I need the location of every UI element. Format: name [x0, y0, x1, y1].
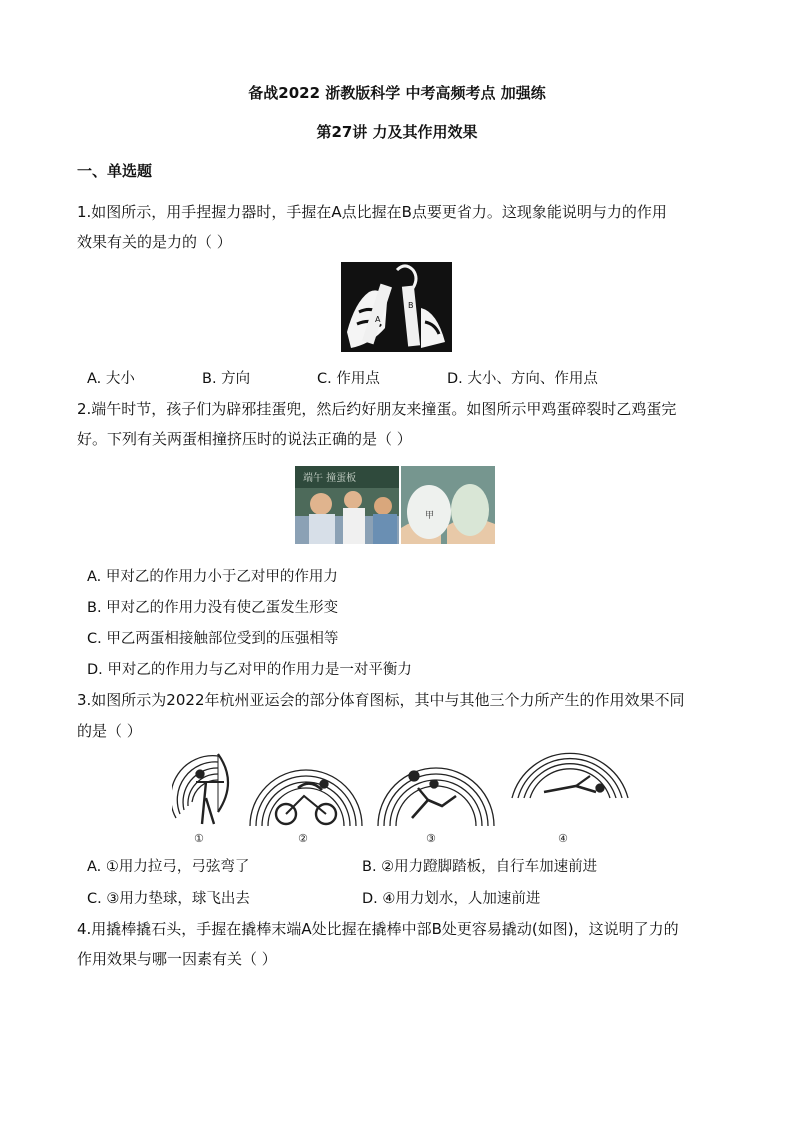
swimming-pictogram	[512, 753, 628, 798]
pictogram-label-3: ③	[426, 832, 436, 845]
egg-label: 甲	[425, 511, 435, 521]
q1-option-b: B. 方向	[202, 371, 251, 387]
q2-option-a: A. 甲对乙的作用力小于乙对甲的作用力	[87, 569, 338, 585]
section-heading: 一、单选题	[77, 162, 153, 180]
q2-option-c: C. 甲乙两蛋相接触部位受到的压强相等	[87, 631, 339, 647]
q1-option-c: C. 作用点	[317, 371, 380, 387]
question-3-line-2: 的是（ ）	[77, 722, 142, 740]
hand-grip-figure	[341, 262, 452, 352]
q1-option-a: A. 大小	[87, 371, 135, 387]
grip-point-a-label: A	[375, 315, 381, 324]
question-2-line-1: 2.端午时节，孩子们为辟邪挂蛋兜，然后约好朋友来撞蛋。如图所示甲鸡蛋碎裂时乙鸡蛋完	[77, 400, 677, 418]
question-4-line-2: 作用效果与哪一因素有关（ ）	[77, 950, 277, 968]
question-2-line-2: 好。下列有关两蛋相撞挤压时的说法正确的是（ ）	[77, 430, 412, 448]
document-title: 备战2022 浙教版科学 中考高频考点 加强练	[248, 84, 546, 102]
q1-option-d: D. 大小、方向、作用点	[447, 371, 598, 387]
q3-option-a: A. ①用力拉弓，弓弦弯了	[87, 859, 250, 875]
egg-tapping-figure	[295, 466, 495, 544]
cycling-pictogram	[250, 770, 362, 826]
blackboard-sign: 端午 撞蛋板	[303, 473, 357, 484]
q2-option-d: D. 甲对乙的作用力与乙对甲的作用力是一对平衡力	[87, 662, 412, 678]
pictogram-label-1: ①	[194, 832, 204, 845]
volleyball-pictogram	[378, 768, 494, 826]
pictogram-label-4: ④	[558, 832, 568, 845]
sport-pictograms-figure	[172, 748, 632, 846]
question-1-line-1: 1.如图所示，用手捏握力器时，手握在A点比握在B点要更省力。这现象能说明与力的作用	[77, 203, 667, 221]
q3-option-c: C. ③用力垫球，球飞出去	[87, 891, 250, 907]
q2-option-b: B. 甲对乙的作用力没有使乙蛋发生形变	[87, 600, 339, 616]
question-1-line-2: 效果有关的是力的（ ）	[77, 233, 232, 251]
archery-pictogram	[172, 754, 228, 824]
pictogram-label-2: ②	[298, 832, 308, 845]
grip-point-b-label: B	[408, 301, 414, 310]
q3-option-b: B. ②用力蹬脚踏板，自行车加速前进	[362, 859, 598, 875]
lesson-subtitle: 第27讲 力及其作用效果	[316, 123, 478, 141]
question-4-line-1: 4.用撬棒撬石头，手握在撬棒末端A处比握在撬棒中部B处更容易撬动(如图)，这说明了力的	[77, 920, 679, 938]
q3-option-d: D. ④用力划水，人加速前进	[362, 891, 541, 907]
question-3-line-1: 3.如图所示为2022年杭州亚运会的部分体育图标，其中与其他三个力所产生的作用效果不同	[77, 691, 685, 709]
